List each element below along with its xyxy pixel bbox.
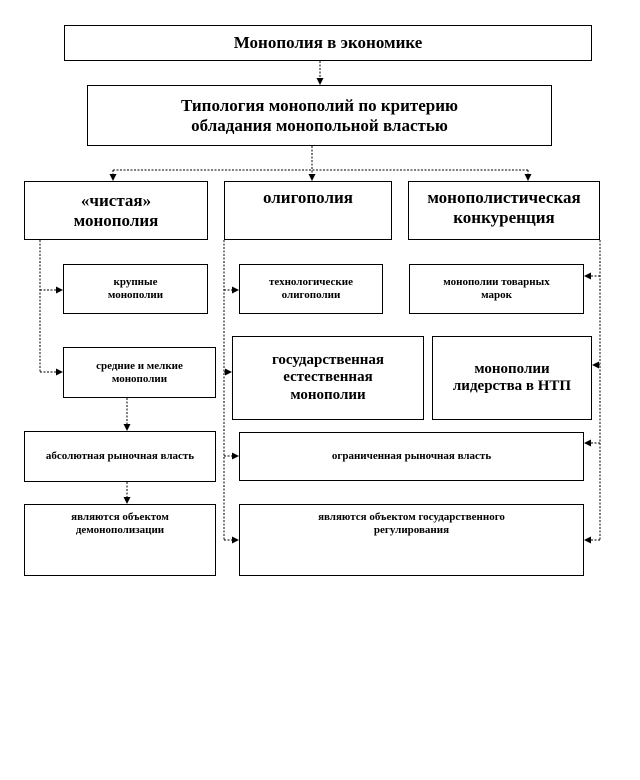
limited-power-text: ограниченная рыночная власть <box>331 450 492 463</box>
competition-text: монополистическая конкуренция <box>427 188 581 227</box>
oligopoly-box <box>224 181 392 240</box>
pure-monopoly-box <box>24 181 208 240</box>
trademark-monopolies-box <box>409 264 584 314</box>
limited-power-box <box>239 432 584 481</box>
state-regulation-text: являются объектом государственного регулирования <box>318 511 505 536</box>
demonopolization-text: являются объектом демонополизации <box>71 511 169 536</box>
tech-oligopolies-box <box>239 264 383 314</box>
large-monopolies-text: крупные монополии <box>107 276 164 301</box>
pure-monopoly-text: «чистая» монополия <box>73 190 159 230</box>
medium-small-monopolies-box <box>63 347 216 398</box>
typology-text: Типология монополий по критерию обладания монопольной властью <box>180 95 459 135</box>
title-text: Монополия в экономике <box>233 33 423 53</box>
tech-oligopolies-text: технологические олигополии <box>269 276 353 301</box>
state-regulation-box <box>239 504 584 576</box>
state-natural-monopoly-text: государственная естественная монополии <box>271 352 385 403</box>
large-monopolies-box <box>63 264 208 314</box>
title-box <box>64 25 592 61</box>
medium-small-monopolies-text: средние и мелкие монополии <box>96 359 183 385</box>
competition-box <box>408 181 600 240</box>
absolute-power-text: абсолютная рыночная власть <box>45 450 195 463</box>
tech-leadership-monopolies-text: монополии лидерства в НТП <box>452 360 572 394</box>
oligopoly-text: олигополия <box>262 188 353 207</box>
state-natural-monopoly-box <box>232 336 424 420</box>
typology-box <box>87 85 552 146</box>
tech-leadership-monopolies-box <box>432 336 592 420</box>
absolute-power-box <box>24 431 216 482</box>
demonopolization-box <box>24 504 216 576</box>
trademark-monopolies-text: монополии товарных марок <box>443 276 550 301</box>
